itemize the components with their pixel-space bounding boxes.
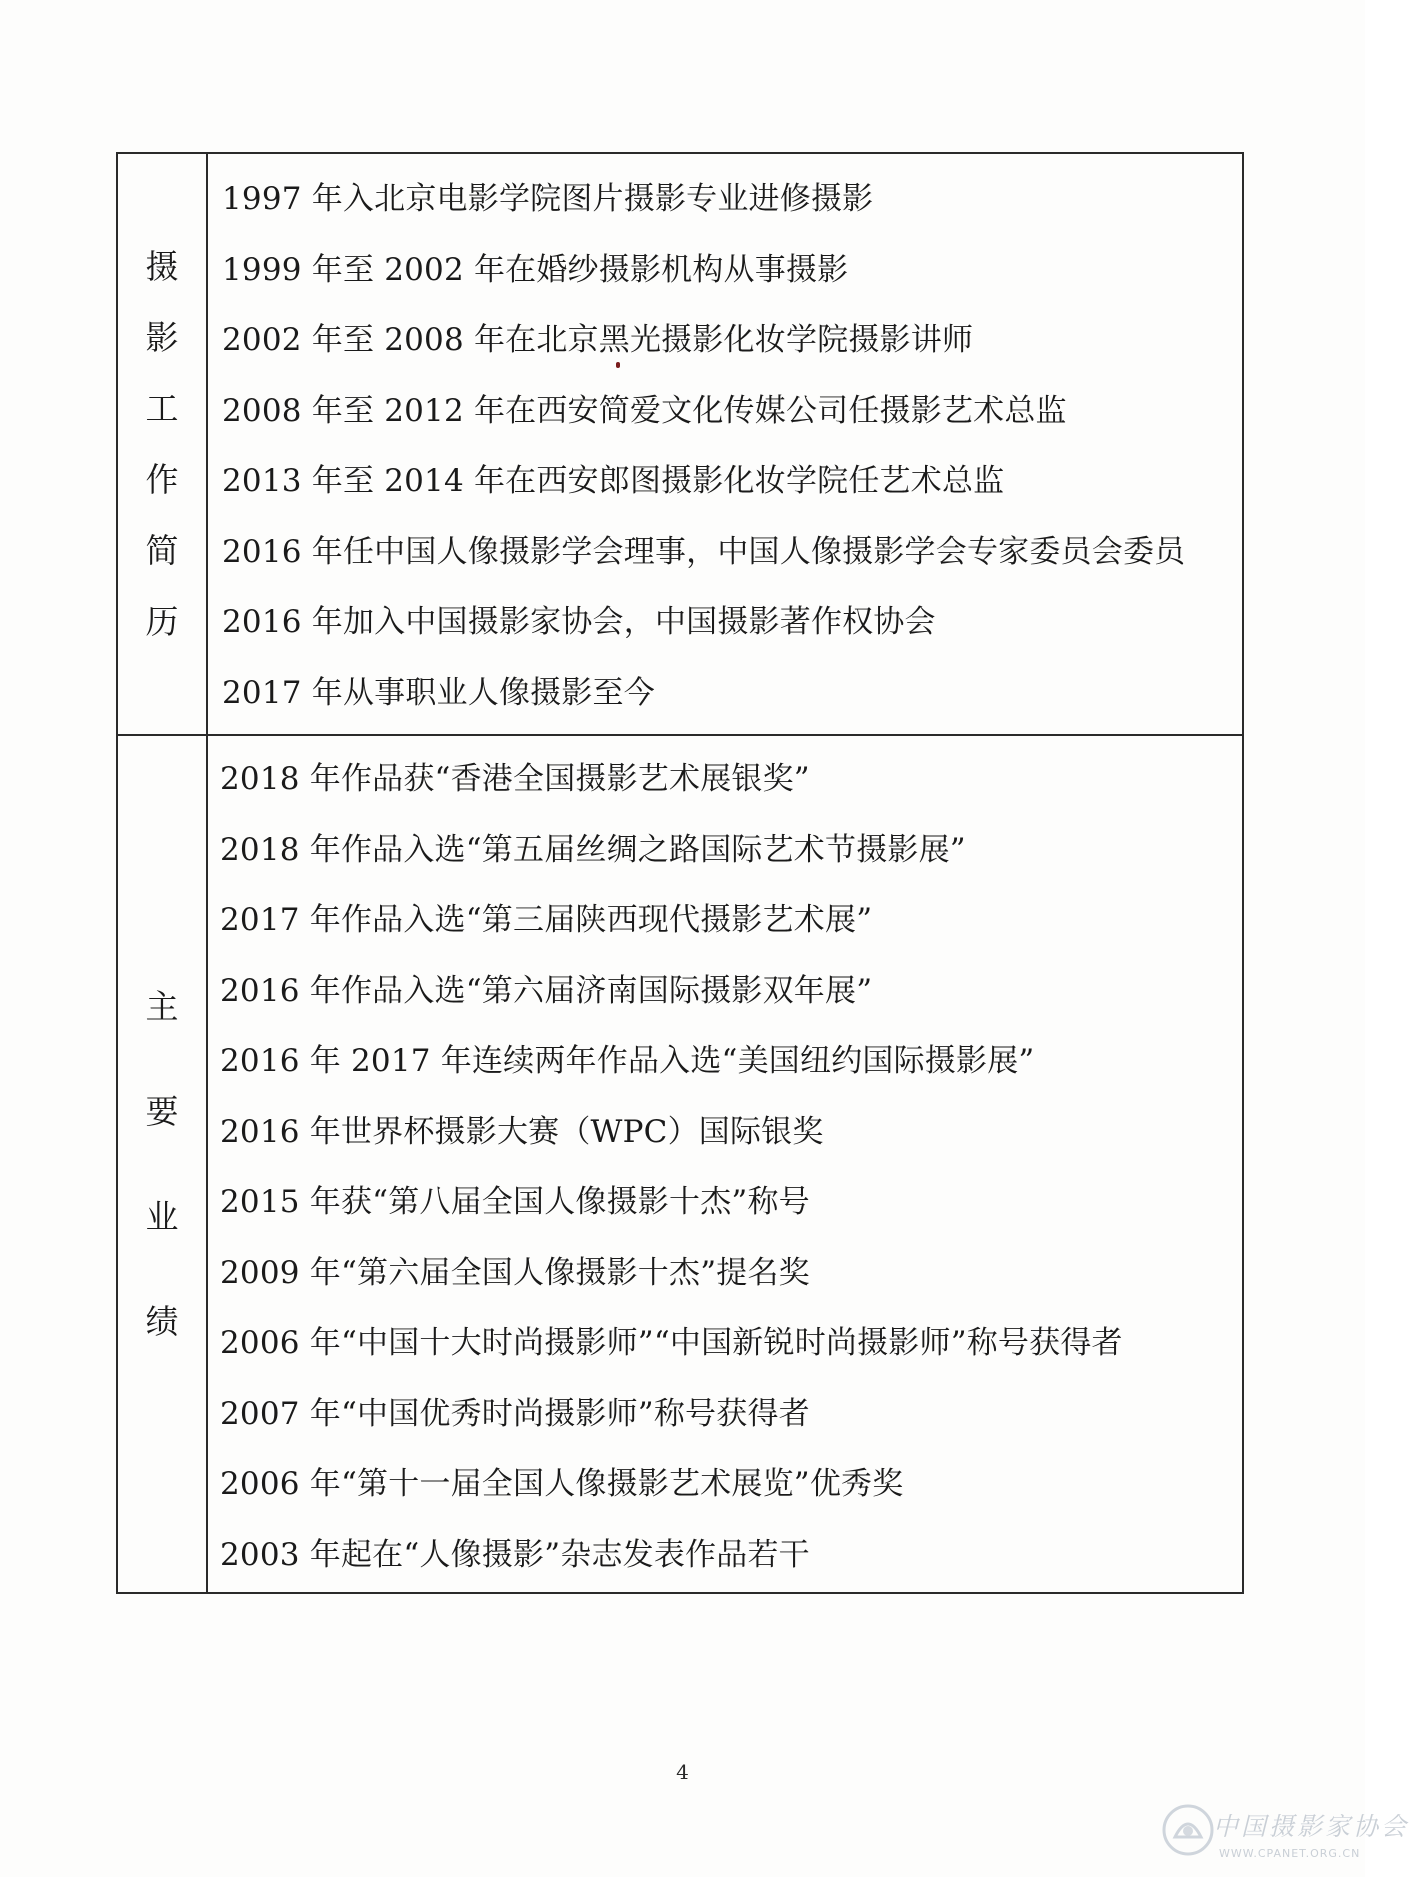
cpanet-logo-icon [1159, 1801, 1217, 1859]
work-history-label [118, 154, 208, 734]
achievement-entry: 2015 年获“第八届全国人像摄影十杰”称号 [220, 1184, 810, 1220]
achievement-entry: 2007 年“中国优秀时尚摄影师”称号获得者 [220, 1395, 810, 1432]
label-char: 绩 [145, 1302, 179, 1341]
achievement-entry: 2006 年“第十一届全国人像摄影艺术展览”优秀奖 [220, 1466, 904, 1502]
work-history-entry: 1997 年入北京电影学院图片摄影专业进修摄影 [222, 181, 874, 217]
achievement-entry: 2016 年世界杯摄影大赛（WPC）国际银奖 [220, 1113, 824, 1150]
label-char: 主 [145, 987, 179, 1026]
work-history-entry: 2016 年加入中国摄影家协会，中国摄影著作权协会 [222, 604, 936, 640]
work-history-entry: 1999 年至 2002 年在婚纱摄影机构从事摄影 [222, 251, 849, 288]
achievements-label [118, 736, 208, 1592]
scan-speck [616, 362, 620, 368]
work-history-entry: 2008 年至 2012 年在西安简爱文化传媒公司任摄影艺术总监 [222, 392, 1067, 429]
label-char: 摄 [145, 247, 179, 286]
work-history-entries [208, 154, 1242, 734]
achievement-entry: 2018 年作品获“香港全国摄影艺术展银奖” [220, 761, 810, 797]
watermark-url: WWW.CPANET.ORG.CN [1219, 1847, 1361, 1860]
label-char: 作 [145, 460, 179, 499]
work-history-section [118, 154, 1242, 734]
achievements-section [118, 734, 1242, 1592]
watermark [1159, 1799, 1409, 1873]
achievement-entry: 2009 年“第六届全国人像摄影十杰”提名奖 [220, 1254, 810, 1291]
work-history-entry: 2017 年从事职业人像摄影至今 [222, 674, 655, 711]
work-history-entry: 2013 年至 2014 年在西安郎图摄影化妆学院任艺术总监 [222, 463, 1005, 499]
achievement-entry: 2016 年作品入选“第六届济南国际摄影双年展” [220, 972, 873, 1009]
resume-table [116, 152, 1244, 1594]
work-history-entry: 2016 年任中国人像摄影学会理事，中国人像摄影学会专家委员会委员 [222, 533, 1186, 570]
label-char: 要 [145, 1092, 179, 1131]
label-char: 业 [145, 1197, 179, 1236]
page-number: 4 [676, 1760, 689, 1784]
label-char: 历 [145, 602, 179, 641]
achievement-entry: 2003 年起在“人像摄影”杂志发表作品若干 [220, 1536, 810, 1573]
achievement-entry: 2017 年作品入选“第三届陕西现代摄影艺术展” [220, 902, 873, 938]
label-char: 工 [145, 389, 179, 428]
achievement-entry: 2006 年“中国十大时尚摄影师”“中国新锐时尚摄影师”称号获得者 [220, 1325, 1123, 1361]
work-history-entry: 2002 年至 2008 年在北京黑光摄影化妆学院摄影讲师 [222, 322, 974, 358]
achievement-entry: 2018 年作品入选“第五届丝绸之路国际艺术节摄影展” [220, 831, 966, 868]
label-char: 简 [145, 531, 179, 570]
achievement-entry: 2016 年 2017 年连续两年作品入选“美国纽约国际摄影展” [220, 1043, 1035, 1079]
label-char: 影 [145, 318, 179, 357]
watermark-name: 中国摄影家协会 [1213, 1812, 1409, 1841]
achievements-entries [208, 736, 1242, 1592]
